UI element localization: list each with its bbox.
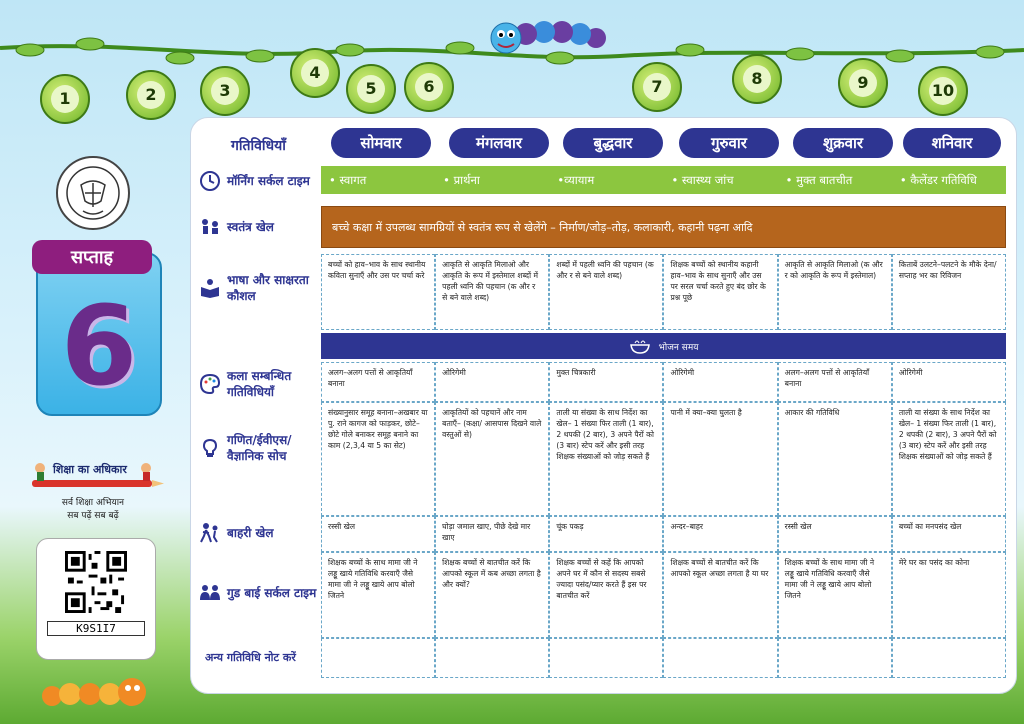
leaf-number-10: 10	[918, 66, 968, 116]
outdoor-cell: चूंक पकड़	[549, 516, 663, 552]
language-cell: शिक्षक बच्चों को स्थानीय कहानी हाव–भाव के साथ सुनाएँ और उस पर सरल चर्चा करते हुए बंद छोर के प्रश्न पूछे	[663, 254, 777, 330]
rte-title: शिक्षा का अधिकार	[53, 463, 127, 476]
notes-cell[interactable]	[435, 638, 549, 678]
palette-icon	[199, 373, 221, 395]
math-cell: पानी में क्या–क्या घुलता है	[663, 402, 777, 516]
morning-cell: • स्वागत	[329, 172, 367, 187]
lightbulb-icon	[199, 437, 221, 459]
math-cell: ताली या संख्या के साथ निर्देश का खेल– 1 संख्या फिर ताली (1 बार), 2 थपकी (2 बार), 3 अपने पैरों को (3 बार) स्टेप करें और इसी तरह शिक्षक संख्याओं को जोड़ सकते हैं	[549, 402, 663, 516]
day-header-monday: सोमवार	[331, 128, 431, 158]
morning-cell: •व्यायाम	[557, 172, 595, 187]
outdoor-cell: अन्दर–बाहर	[663, 516, 777, 552]
activities-header: गतिविधियाँ	[231, 138, 286, 154]
goodbye-cell: शिक्षक बच्चों से बातचीत करें कि आपको स्कूल में कब अच्छा लगता है और क्यों?	[435, 552, 549, 638]
up-government-logo	[56, 156, 130, 230]
goodbye-cell: शिक्षक बच्चों के साथ मामा जी ने लड्डू खाये गतिविधि करवाएँ जैसे मामा जी ने लड्डू खाये आप बोलो जितने	[321, 552, 435, 638]
week-number: 6	[60, 282, 138, 410]
day-header-saturday: शनिवार	[903, 128, 1001, 158]
day-header-wednesday: बुद्धवार	[563, 128, 663, 158]
morning-cell: • कैलेंडर गतिविधि	[899, 172, 977, 187]
leaf-number-8: 8	[732, 54, 782, 104]
math-cell: आकार की गतिविधि	[778, 402, 892, 516]
morning-cell: • मुक्त बातचीत	[785, 172, 853, 187]
art-cell: अलग–अलग पत्तों से आकृतियाँ बनाना	[321, 362, 435, 402]
morning-cell: • स्वास्थ्य जांच	[671, 172, 734, 187]
morning-row	[321, 166, 1006, 194]
outdoor-cell: रस्सी खेल	[321, 516, 435, 552]
notes-cell[interactable]	[663, 638, 777, 678]
rte-logo-block	[18, 458, 168, 521]
art-cell: ओरिगेमी	[435, 362, 549, 402]
goodbye-cell: शिक्षक बच्चों से कहें कि आपको अपने घर में कौन से सदस्य सबसे ज्यादा पसंद/प्यार करते हैं इस पर बातचीत करें	[549, 552, 663, 638]
week-label: सप्ताह	[32, 240, 152, 274]
row-label-outdoor: बाहरी खेल	[191, 518, 329, 548]
row-label-language: भाषा और साक्षरता कौशल	[191, 258, 329, 318]
notes-cell[interactable]	[549, 638, 663, 678]
day-header-thursday: गुरुवार	[679, 128, 779, 158]
leaf-number-3: 3	[200, 66, 250, 116]
goodbye-row	[321, 552, 1006, 638]
row-label-goodbye: गुड बाई सर्कल टाइम	[191, 568, 329, 618]
art-cell: अलग–अलग पत्तों से आकृतियाँ बनाना	[778, 362, 892, 402]
art-cell: ओरिगेमी	[892, 362, 1006, 402]
language-row	[321, 254, 1006, 330]
row-label-art: कला सम्बन्धित गतिविधियाँ	[191, 364, 329, 404]
leaf-number-9: 9	[838, 58, 888, 108]
art-row	[321, 362, 1006, 402]
group-people-icon	[199, 582, 221, 604]
notes-cell[interactable]	[321, 638, 435, 678]
math-cell: संख्यानुसार समूह बनाना–अखबार या पु. राने कागज को फाड़कर, छोटे–छोटे गोले बनाकर समूह बनाने का काम (2,3,4 या 5 का सेट)	[321, 402, 435, 516]
week-card	[36, 247, 162, 416]
math-cell: ताली या संख्या के साथ निर्देश का खेल– 1 संख्या फिर ताली (1 बार), 2 थपकी (2 बार), 3 अपने पैरों को (3 बार) स्टेप करें और इसी तरह शिक्षक संख्याओं को जोड़ सकते हैं	[892, 402, 1006, 516]
art-cell: मुक्त चित्रकारी	[549, 362, 663, 402]
goodbye-cell: शिक्षक बच्चों से बातचीत करें कि आपको स्कूल अच्छा लगता है या घर	[663, 552, 777, 638]
leaf-number-7: 7	[632, 62, 682, 112]
qr-card	[36, 538, 156, 660]
weekly-timetable	[190, 117, 1017, 694]
morning-cell: • प्रार्थना	[443, 172, 480, 187]
language-cell: किताबें उलटने–पलटने के मौके देना/ सप्ताह भर का रिविजन	[892, 254, 1006, 330]
row-label-math: गणित/ईवीएस/ वैज्ञानिक सोच	[191, 418, 329, 478]
outdoor-cell: रस्सी खेल	[778, 516, 892, 552]
outdoor-cell: बच्चों का मनपसंद खेल	[892, 516, 1006, 552]
goodbye-cell: मेरे घर का पसंद का कोना	[892, 552, 1006, 638]
goodbye-cell: शिक्षक बच्चों के साथ मामा जी ने लड्डू खाये गतिविधि करवाएँ जैसे मामा जी ने लड्डू खाये आप बोलो जितने	[778, 552, 892, 638]
language-cell: शब्दों में पहली ध्वनि की पहचान (क और र से बने वाले शब्द)	[549, 254, 663, 330]
lunch-label: भोजन समय	[658, 342, 699, 353]
leaf-number-6: 6	[404, 62, 454, 112]
day-header-tuesday: मंगलवार	[449, 128, 549, 158]
rte-line1: सर्व शिक्षा अभियान	[61, 498, 125, 508]
language-cell: आकृति से आकृति मिलाओ और आकृति के रूप में इस्तेमाल शब्दों में पहली ध्वनि की पहचान (क और र से बने वाले शब्द)	[435, 254, 549, 330]
leaf-number-2: 2	[126, 70, 176, 120]
running-kids-icon	[199, 522, 221, 544]
kids-playing-icon	[199, 216, 221, 238]
row-label-morning: मॉर्निंग सर्कल टाइम	[191, 164, 329, 198]
notes-cell[interactable]	[892, 638, 1006, 678]
food-bowl-icon	[629, 338, 651, 354]
day-header-friday: शुक्रवार	[793, 128, 893, 158]
free-play-row: बच्चे कक्षा में उपलब्ध सामग्रियों से स्वतंत्र रूप से खेलेंगे – निर्माण/जोड़–तोड़, कलाकारी, कहानी पढ़ना आदि	[321, 206, 1006, 248]
small-caterpillar-icon	[40, 672, 160, 712]
row-label-notes: अन्य गतिविधि नोट करें	[205, 651, 296, 664]
outdoor-row	[321, 516, 1006, 552]
qr-code-text: K9S1I7	[47, 621, 145, 636]
lunch-bar	[321, 333, 1006, 359]
rte-line2: सब पढ़ें सब बढ़ें	[67, 511, 119, 521]
reading-book-icon	[199, 277, 221, 299]
language-cell: आकृति से आकृति मिलाओ (क और र को आकृति के रूप में इस्तेमाल)	[778, 254, 892, 330]
leaf-number-5: 5	[346, 64, 396, 114]
qr-code-icon	[65, 551, 127, 613]
caterpillar-icon	[488, 8, 608, 58]
outdoor-cell: घोड़ा जमाल खाए, पीछे देखे मार खाए	[435, 516, 549, 552]
art-cell: ओरिगेमी	[663, 362, 777, 402]
leaf-number-1: 1	[40, 74, 90, 124]
language-cell: बच्चों को हाव–भाव के साथ स्थानीय कविता सुनाएँ और उस पर चर्चा करे	[321, 254, 435, 330]
notes-cell[interactable]	[778, 638, 892, 678]
leaf-number-4: 4	[290, 48, 340, 98]
clock-icon	[199, 170, 221, 192]
math-cell: आकृतियों को पहचानें और नाम बताएँ– (कक्षा/ आसपास दिखने वाले वस्तुओं से)	[435, 402, 549, 516]
notes-row	[321, 638, 1006, 678]
row-label-free-play: स्वतंत्र खेल	[191, 210, 329, 244]
math-row	[321, 402, 1006, 516]
